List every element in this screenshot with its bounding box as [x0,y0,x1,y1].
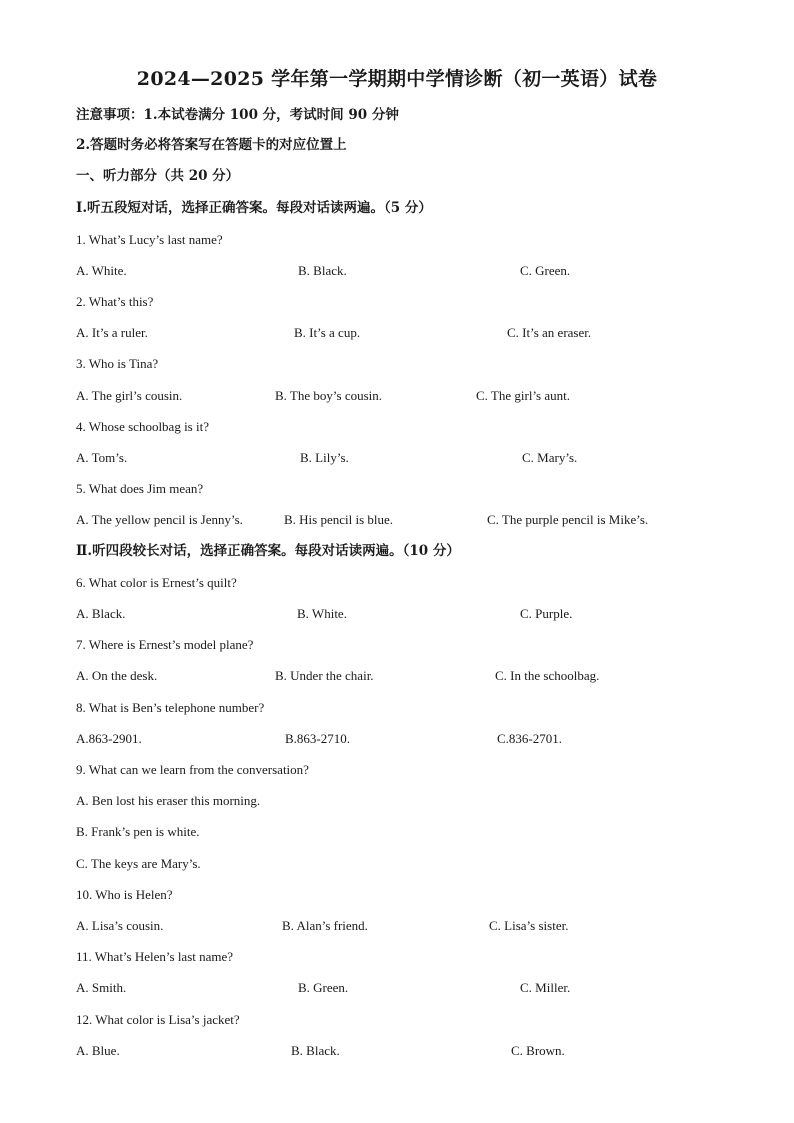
q6-option-b: B. White. [297,606,347,621]
notes-line-2: 2.答题时务必将答案写在答题卡的对应位置上 [76,137,347,153]
q7-option-c: C. In the schoolbag. [495,668,600,683]
q2-option-a: A. It’s a ruler. [76,325,148,340]
question-11: 11. What’s Helen’s last name? [76,949,234,964]
q12-option-b: B. Black. [291,1043,340,1058]
q10-option-c: C. Lisa’s sister. [489,918,569,933]
q9-option-a: A. Ben lost his eraser this morning. [76,793,261,808]
question-4: 4. Whose schoolbag is it? [76,419,209,434]
q8-option-c: C.836-2701. [497,731,562,746]
q6-option-c: C. Purple. [520,606,573,621]
q1-option-b: B. Black. [298,263,347,278]
notes-line-1: 注意事项：1.本试卷满分 100 分，考试时间 90 分钟 [76,107,399,123]
q10-option-a: A. Lisa’s cousin. [76,918,164,933]
q11-option-b: B. Green. [298,980,349,995]
part1-heading: 一、听力部分（共 20 分） [76,168,240,184]
question-7: 7. Where is Ernest’s model plane? [76,637,254,652]
question-12: 12. What color is Lisa’s jacket? [76,1012,240,1027]
section1-heading: I.听五段短对话，选择正确答案。每段对话读两遍。（5 分） [76,200,432,216]
q12-option-c: C. Brown. [511,1043,565,1058]
q5-option-b: B. His pencil is blue. [284,512,394,527]
q7-option-b: B. Under the chair. [275,668,374,683]
q2-option-b: B. It’s a cup. [294,325,361,340]
q1-option-c: C. Green. [520,263,571,278]
question-6: 6. What color is Ernest’s quilt? [76,575,237,590]
question-8: 8. What is Ben’s telephone number? [76,700,265,715]
question-1: 1. What’s Lucy’s last name? [76,232,223,247]
q7-option-a: A. On the desk. [76,668,158,683]
q4-option-a: A. Tom’s. [76,450,128,465]
q11-option-a: A. Smith. [76,980,127,995]
q4-option-b: B. Lily’s. [300,450,349,465]
question-3: 3. Who is Tina? [76,356,159,371]
question-5: 5. What does Jim mean? [76,481,204,496]
q8-option-b: B.863-2710. [285,731,350,746]
q2-option-c: C. It’s an eraser. [507,325,592,340]
question-10: 10. Who is Helen? [76,887,173,902]
q3-option-c: C. The girl’s aunt. [476,388,571,403]
q6-option-a: A. Black. [76,606,126,621]
q9-option-c: C. The keys are Mary’s. [76,856,201,871]
q8-option-a: A.863-2901. [76,731,142,746]
question-2: 2. What’s this? [76,294,154,309]
q10-option-b: B. Alan’s friend. [282,918,368,933]
q5-option-a: A. The yellow pencil is Jenny’s. [76,512,243,527]
q5-option-c: C. The purple pencil is Mike’s. [487,512,649,527]
section2-heading: Ⅱ.听四段较长对话，选择正确答案。每段对话读两遍。（10 分） [76,543,460,559]
exam-title: 2024—2025 学年第一学期期中学情诊断（初一英语）试卷 [136,68,658,90]
q3-option-b: B. The boy’s cousin. [275,388,383,403]
q9-option-b: B. Frank’s pen is white. [76,824,200,839]
q12-option-a: A. Blue. [76,1043,120,1058]
q4-option-c: C. Mary’s. [522,450,578,465]
q11-option-c: C. Miller. [520,980,571,995]
question-9: 9. What can we learn from the conversation? [76,762,309,777]
q1-option-a: A. White. [76,263,127,278]
q3-option-a: A. The girl’s cousin. [76,388,183,403]
